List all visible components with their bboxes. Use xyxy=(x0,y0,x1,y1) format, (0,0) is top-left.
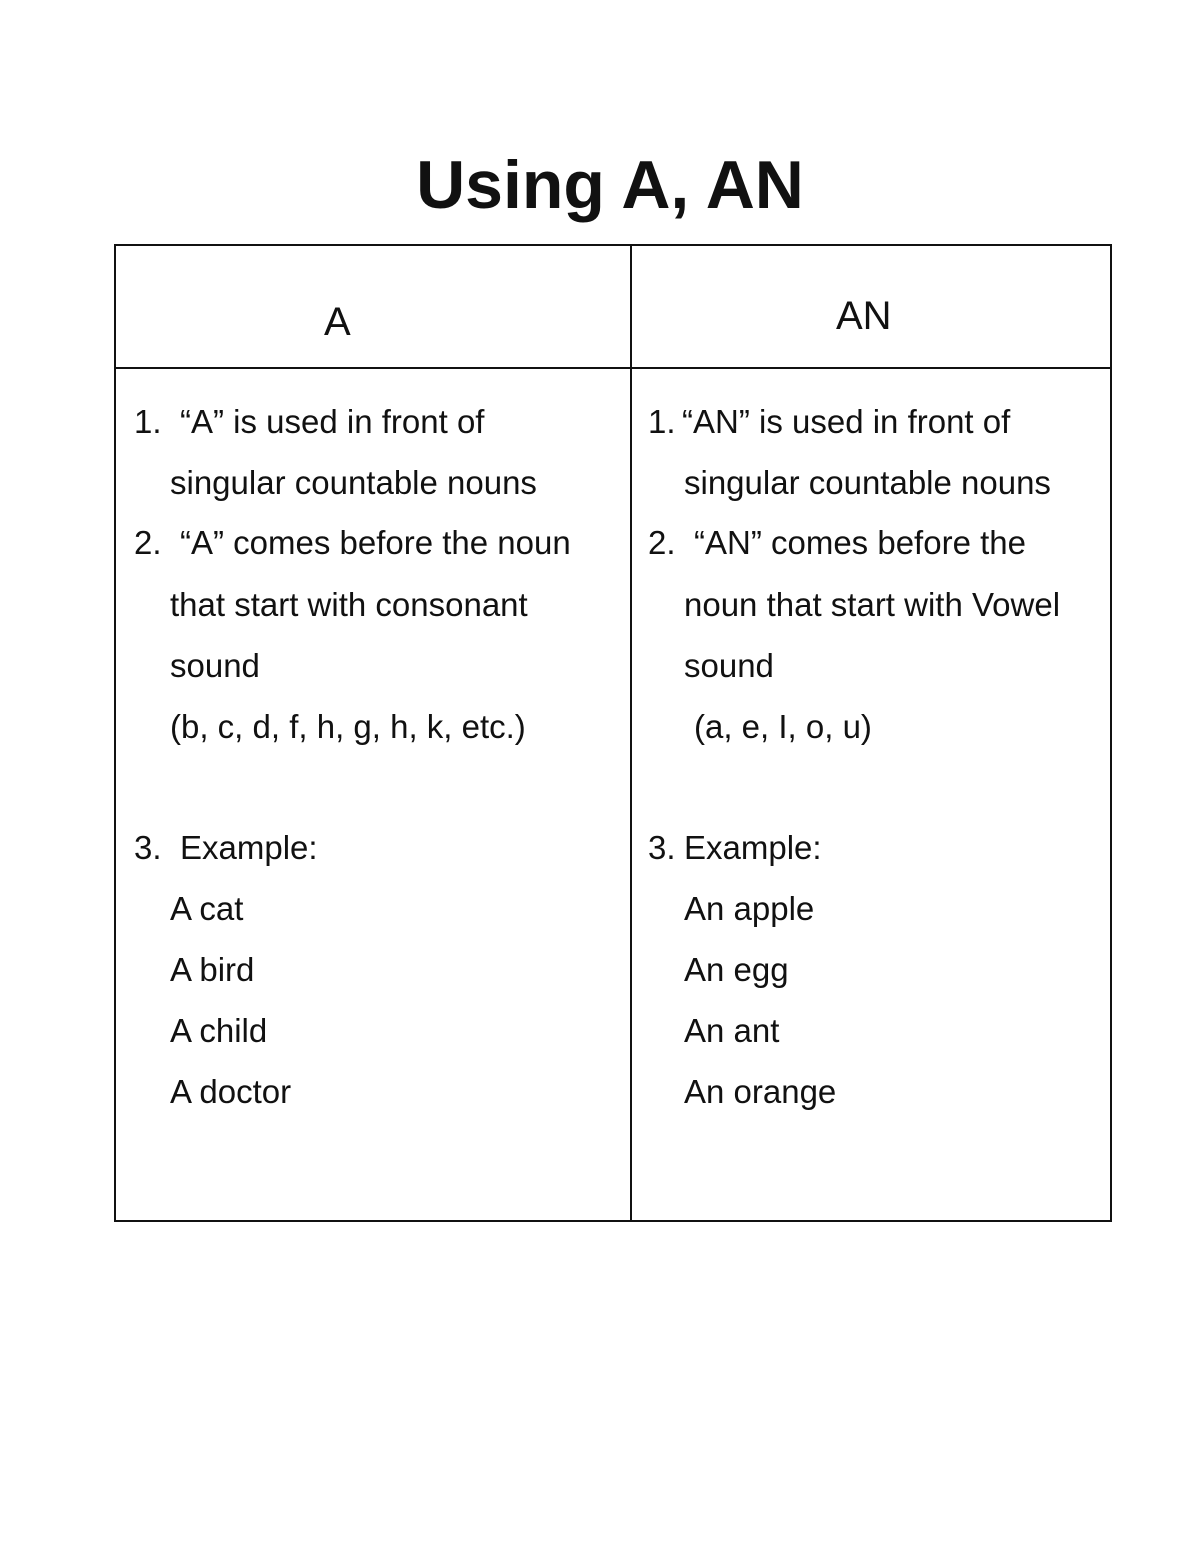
rule-text: “AN” is used in front of xyxy=(682,403,1011,440)
item-number: 1. xyxy=(134,403,162,440)
example-item: An ant xyxy=(684,1012,780,1049)
item-number: 2. xyxy=(648,524,676,561)
example-item: A cat xyxy=(170,890,244,927)
rule-text: that start with consonant xyxy=(170,586,528,623)
example-item: An egg xyxy=(684,951,789,988)
rule-text: sound xyxy=(170,647,260,684)
column-divider xyxy=(630,246,632,1220)
example-item: An apple xyxy=(684,890,815,927)
rule-text: sound xyxy=(684,647,774,684)
rule-text: noun that start with Vowel xyxy=(684,586,1061,623)
item-number: 3. xyxy=(134,829,162,866)
item-number: 3. xyxy=(648,829,676,866)
example-item: A doctor xyxy=(170,1073,292,1110)
example-label: Example: xyxy=(180,829,318,866)
page-title: Using A, AN xyxy=(416,147,804,223)
rule-text: “AN” comes before the xyxy=(694,524,1026,561)
example-item: A bird xyxy=(170,951,255,988)
example-item: A child xyxy=(170,1012,268,1049)
item-number: 1. xyxy=(648,403,676,440)
letter-list: (a, e, I, o, u) xyxy=(694,708,872,745)
rule-text: “A” is used in front of xyxy=(180,403,485,440)
column-header-a: A xyxy=(324,300,351,344)
rule-text: “A” comes before the noun xyxy=(180,524,571,561)
comparison-table xyxy=(114,244,1112,1222)
column-header-an: AN xyxy=(836,294,892,338)
item-number: 2. xyxy=(134,524,162,561)
example-item: An orange xyxy=(684,1073,837,1110)
letter-list: (b, c, d, f, h, g, h, k, etc.) xyxy=(170,708,526,745)
rule-text: singular countable nouns xyxy=(684,464,1051,501)
rule-text: singular countable nouns xyxy=(170,464,537,501)
header-divider xyxy=(116,367,1110,369)
example-label: Example: xyxy=(684,829,822,866)
